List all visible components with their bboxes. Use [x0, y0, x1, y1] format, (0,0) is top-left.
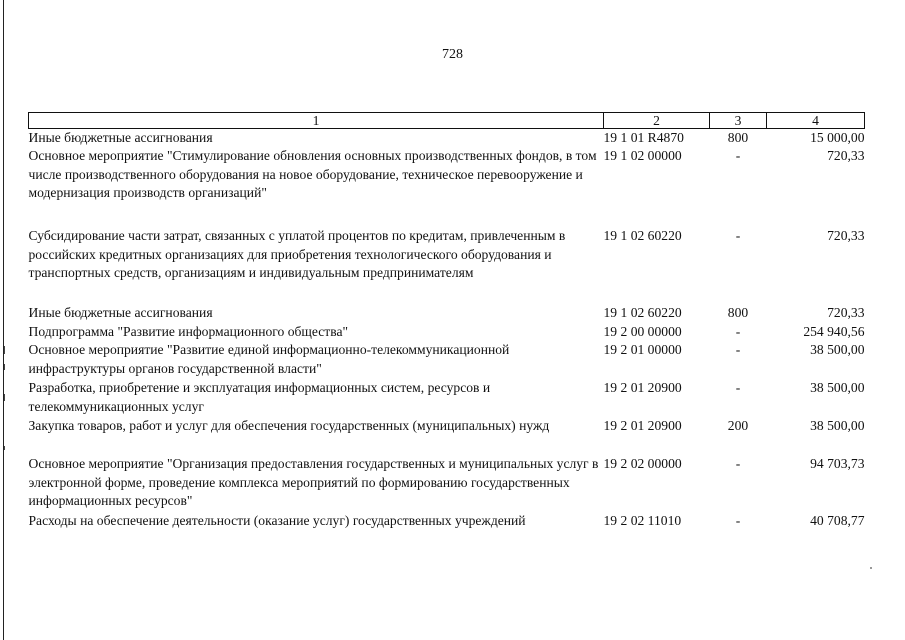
- row-name: Основное мероприятие "Развитие единой информационно-телекоммуникационной инфраструктуры органов государственной власти": [28, 342, 510, 376]
- table-row: [29, 129, 865, 148]
- table-row: [29, 227, 865, 304]
- row-amount: 94 703,73: [810, 456, 865, 472]
- row-expense-type: -: [735, 323, 741, 339]
- row-code: 19 1 02 60220: [603, 228, 682, 244]
- row-name: Подпрограмма "Развитие информационного общества": [28, 323, 349, 339]
- row-name: Разработка, приобретение и эксплуатация информационных систем, ресурсов и телекоммуникационных услуг: [28, 380, 491, 414]
- table-row: [29, 379, 865, 417]
- row-name: Субсидирование части затрат, связанных с уплатой процентов по кредитам, привлеченным в российских кредитных организациях для приобретения технологического оборудования и транспортных средств, организациям и индивидуальным предпринимателям: [28, 228, 566, 281]
- row-expense-type: -: [735, 456, 741, 472]
- row-expense-type: -: [735, 228, 741, 244]
- row-name: Закупка товаров, работ и услуг для обеспечения государственных (муниципальных) нужд: [28, 418, 550, 434]
- table-body: [29, 129, 865, 531]
- table-row: [29, 341, 865, 379]
- header-col-3: 3: [710, 113, 767, 129]
- row-code: 19 2 02 00000: [603, 456, 682, 472]
- header-col-2: 2: [604, 113, 710, 129]
- row-expense-type: 800: [727, 305, 749, 321]
- row-name: Иные бюджетные ассигнования: [28, 130, 213, 145]
- row-expense-type: -: [735, 148, 741, 164]
- table-header: [29, 113, 865, 129]
- margin-mark: [4, 346, 5, 354]
- row-code: 19 2 01 20900: [603, 380, 682, 396]
- header-col-4: 4: [767, 113, 865, 129]
- row-amount: 38 500,00: [810, 418, 865, 434]
- row-name: Основное мероприятие "Организация предоставления государственных и муниципальных услуг в электронной форме, проведение комплекса мероприятий по формированию государственных информационных ресурсов": [28, 456, 599, 509]
- table-row: [29, 512, 865, 530]
- row-amount: 720,33: [827, 148, 865, 164]
- row-code: 19 1 01 R4870: [603, 130, 684, 145]
- page-left-border: [3, 0, 4, 640]
- margin-mark: [4, 394, 5, 401]
- row-amount: 720,33: [827, 228, 865, 244]
- page-number: 728: [442, 47, 463, 62]
- row-name: Иные бюджетные ассигнования: [28, 305, 213, 321]
- scan-speck: [870, 567, 872, 569]
- row-name: Расходы на обеспечение деятельности (оказание услуг) государственных учреждений: [28, 513, 526, 529]
- row-expense-type: -: [735, 342, 741, 358]
- row-code: 19 2 02 11010: [603, 513, 682, 529]
- row-code: 19 2 01 20900: [603, 418, 682, 434]
- row-code: 19 1 02 60220: [603, 305, 682, 321]
- row-amount: 38 500,00: [810, 380, 865, 396]
- row-expense-type: 800: [727, 130, 749, 145]
- header-row: [29, 113, 865, 129]
- margin-mark: [4, 446, 5, 450]
- row-expense-type: 200: [727, 418, 749, 434]
- table-row: [29, 304, 865, 322]
- header-col-1: 1: [29, 113, 604, 129]
- row-name: Основное мероприятие "Стимулирование обновления основных производственных фондов, в том числе производственного оборудования на новое оборудование, техническое перевооружение и модернизация производств организаций": [28, 148, 597, 201]
- row-amount: 38 500,00: [810, 342, 865, 358]
- row-amount: 40 708,77: [810, 513, 865, 529]
- row-amount: 720,33: [827, 305, 865, 321]
- row-amount: 15 000,00: [810, 130, 865, 145]
- margin-mark: [4, 364, 5, 370]
- row-code: 19 2 00 00000: [603, 323, 682, 339]
- table-row: [29, 417, 865, 455]
- row-expense-type: -: [735, 380, 741, 396]
- row-code: 19 2 01 00000: [603, 342, 682, 358]
- row-amount: 254 940,56: [803, 323, 865, 339]
- table-row: [29, 323, 865, 341]
- table-row: [29, 455, 865, 512]
- row-expense-type: -: [735, 513, 741, 529]
- budget-table: [28, 112, 865, 531]
- row-code: 19 1 02 00000: [603, 148, 682, 164]
- table-row: [29, 147, 865, 227]
